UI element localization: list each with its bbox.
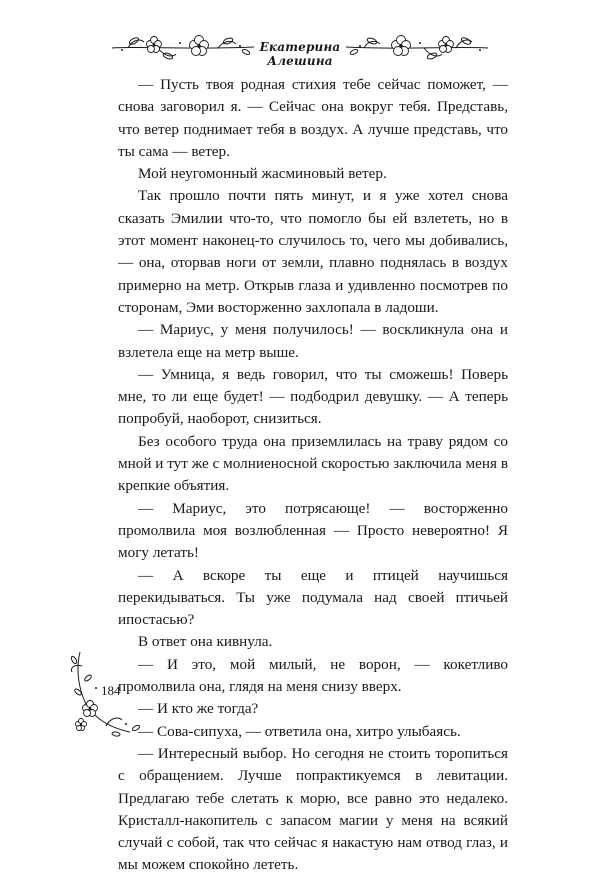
paragraph: — Мариус, у меня получилось! — воскликнула она и взлетела еще на метр выше. (118, 321, 508, 361)
paragraph: — А вскоре ты еще и птицей научишься перекидываться. Ты уже подумала над своей птичьей ипостасью? (118, 566, 508, 629)
paragraph: В ответ она кивнула. (138, 633, 273, 651)
floral-branch-icon (108, 28, 258, 68)
body-text (118, 74, 508, 877)
paragraph: — Интересный выбор. Но сегодня не стоить торопиться с обращением. Лучше попрактикуемся в левитации. Предлагаю тебе слетать к морю, все равно это недалеко. Кристалл-накопитель с запасом магии у меня на всякий случай с собой, так что сейчас я накастую нам отвод глаз, и мы можем спокойно лететь. (118, 744, 508, 874)
paragraph: Мой неугомонный жасминовый ветер. (138, 165, 387, 183)
floral-branch-icon (342, 28, 492, 68)
running-header (0, 28, 600, 68)
paragraph: — Сова-сипуха, — ответила она, хитро улыбаясь. (138, 722, 461, 740)
author-name: Екатерина Алешина (259, 40, 341, 68)
paragraph: — Умница, я ведь говорил, что ты сможешь! Поверь мне, то ли еще будет! — подбодрил девушку. — А теперь попробуй, наоборот, снизиться. (118, 365, 508, 428)
paragraph: — И кто же тогда? (138, 700, 259, 718)
paragraph: — Пусть твоя родная стихия тебе сейчас поможет, — снова заговорил я. — Сейчас она вокруг тебя. Представь, что ветер поднимает тебя в воздух. А лучше представь, что ты сама — ветер. (118, 76, 508, 160)
paragraph: — Мариус, это потрясающе! — восторженно промолвила моя возлюбленная — Просто невероятно! Я могу летать! (118, 499, 508, 562)
paragraph: Без особого труда она приземлилась на траву рядом со мной и тут же с молниеносной скоростью заключила меня в крепкие объятия. (118, 432, 508, 495)
paragraph: Так прошло почти пять минут, и я уже хотел снова сказать Эмилии что-то, что помогло бы ей взлететь, но в этот момент наконец-то случилось то, чего мы добивались, — она, оторвав ноги от земли, плавно поднялась в воздух примерно на метр. Открыв глаза и удивленно посмотрев по сторонам, Эми восторженно захлопала в ладоши. (118, 187, 508, 316)
paragraph: — И это, мой милый, не ворон, — кокетливо промолвила она, глядя на меня снизу вверх. (118, 655, 508, 696)
page-number: 184 (101, 683, 121, 698)
